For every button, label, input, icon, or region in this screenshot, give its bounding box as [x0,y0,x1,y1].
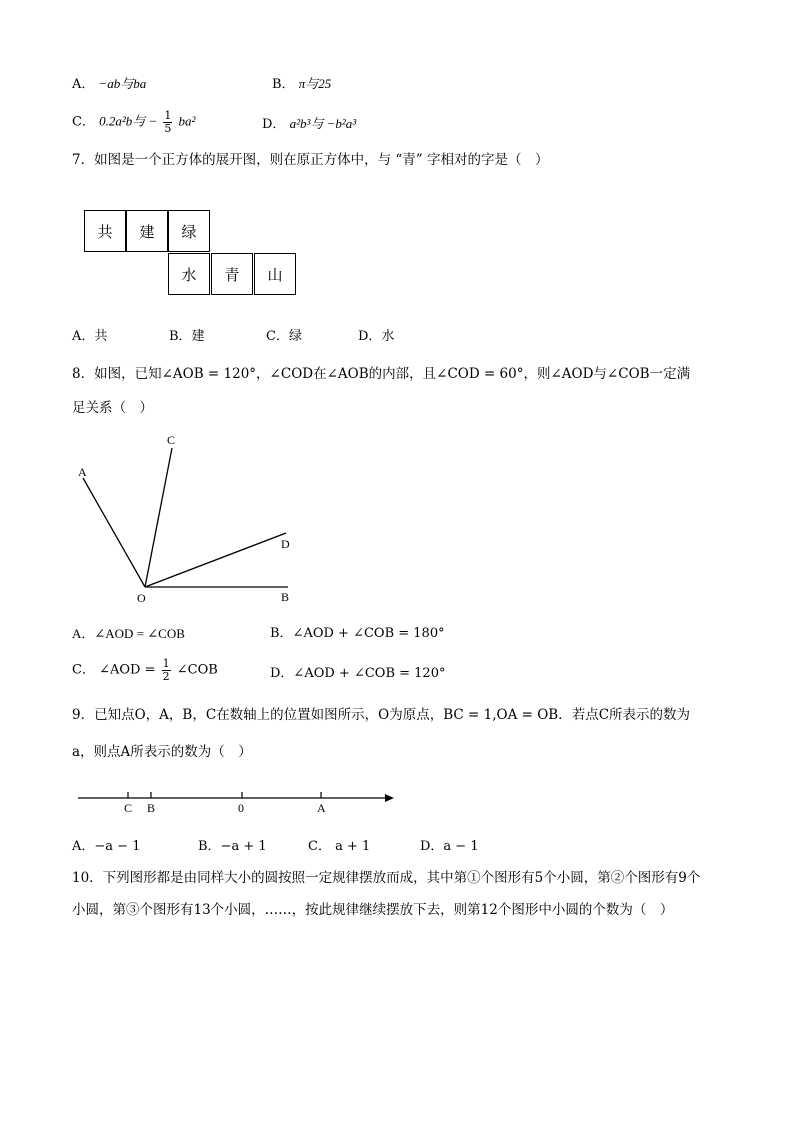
q9-option-b: B．−a + 1 [198,839,267,854]
option-text: −ab与ba [98,76,147,91]
q9-stem-line2: a，则点A所表示的数为（ ） [72,744,252,760]
q8-stem-line1: 8．如图，已知∠AOB = 120°，∠COD在∠AOB的内部，且∠COD = 60°，则∠AOD与∠COB一定满 [72,366,691,382]
q10-stem-line1: 10．下列图形都是由同样大小的圆按照一定规律摆放而成，其中第①个图形有5个小圆，第②个图形有9个 [72,870,701,886]
q9-stem-line1: 9．已知点O，A，B，C在数轴上的位置如图所示，O为原点，BC = 1,OA = OB．若点C所表示的数为 [72,707,691,723]
option-label: A． [72,77,95,92]
axis-arrow [385,794,394,802]
q9-option-c: C． a + 1 [308,839,371,854]
option-text: a²b³与 −b²a³ [289,116,357,131]
q10-stem-line2: 小圆，第③个图形有13个小圆，……，按此规律继续摆放下去，则第12个图形中小圆的个数为（ ） [72,902,674,918]
point-label-a: A [78,465,87,479]
option-text: ba² [178,113,196,129]
q8-option-b: B．∠AOD + ∠COB = 180° [270,626,445,641]
net-cell: 水 [168,253,210,295]
fraction-denominator: 5 [164,121,172,135]
q8-option-a: A．∠AOD = ∠COB [72,626,185,641]
ray-od [145,533,286,587]
q8-stem-line2: 足关系（ ） [72,400,153,416]
net-cell: 青 [211,253,253,295]
axis-label-c: C [124,801,133,815]
point-label-d: D [281,537,290,551]
fraction-denominator: 2 [162,669,170,683]
axis-label-b: B [147,801,156,815]
option-text: C． ∠AOD = [72,662,156,678]
ray-oc [145,448,172,587]
q7-option-a: A．共 [72,329,108,344]
option-text: 0.2a²b与 − [99,113,158,129]
q8-option-c [72,658,218,682]
fraction [162,658,171,682]
q7-option-b: B．建 [169,329,205,344]
fraction-numerator: 1 [164,109,172,122]
point-label-o: O [137,591,146,605]
q7-stem: 7．如图是一个正方体的展开图，则在原正方体中，与 “青” 字相对的字是（ ） [72,152,549,168]
net-cell: 山 [254,253,296,295]
q7-option-d: D．水 [358,329,395,344]
fraction-numerator: 1 [162,657,170,670]
option-label: D． [262,117,286,132]
option-label: C． [72,114,95,130]
q8-option-d: D．∠AOD + ∠COB = 120° [270,666,446,681]
net-cell: 建 [126,210,168,252]
q9-option-a: A．−a − 1 [72,839,141,854]
q9-option-d: D．a − 1 [420,839,479,854]
axis-label-a: A [317,801,326,815]
option-text: π与25 [298,76,332,91]
point-label-b: B [281,590,290,604]
axis-label-o: 0 [238,801,244,815]
net-cell: 共 [84,210,126,252]
net-cell: 绿 [168,210,210,252]
option-label: B． [272,77,295,92]
point-label-c: C [167,433,176,447]
option-text: ∠COB [176,662,218,678]
ray-oa [83,478,145,587]
number-line [0,780,794,820]
q7-option-c: C．绿 [266,329,302,344]
